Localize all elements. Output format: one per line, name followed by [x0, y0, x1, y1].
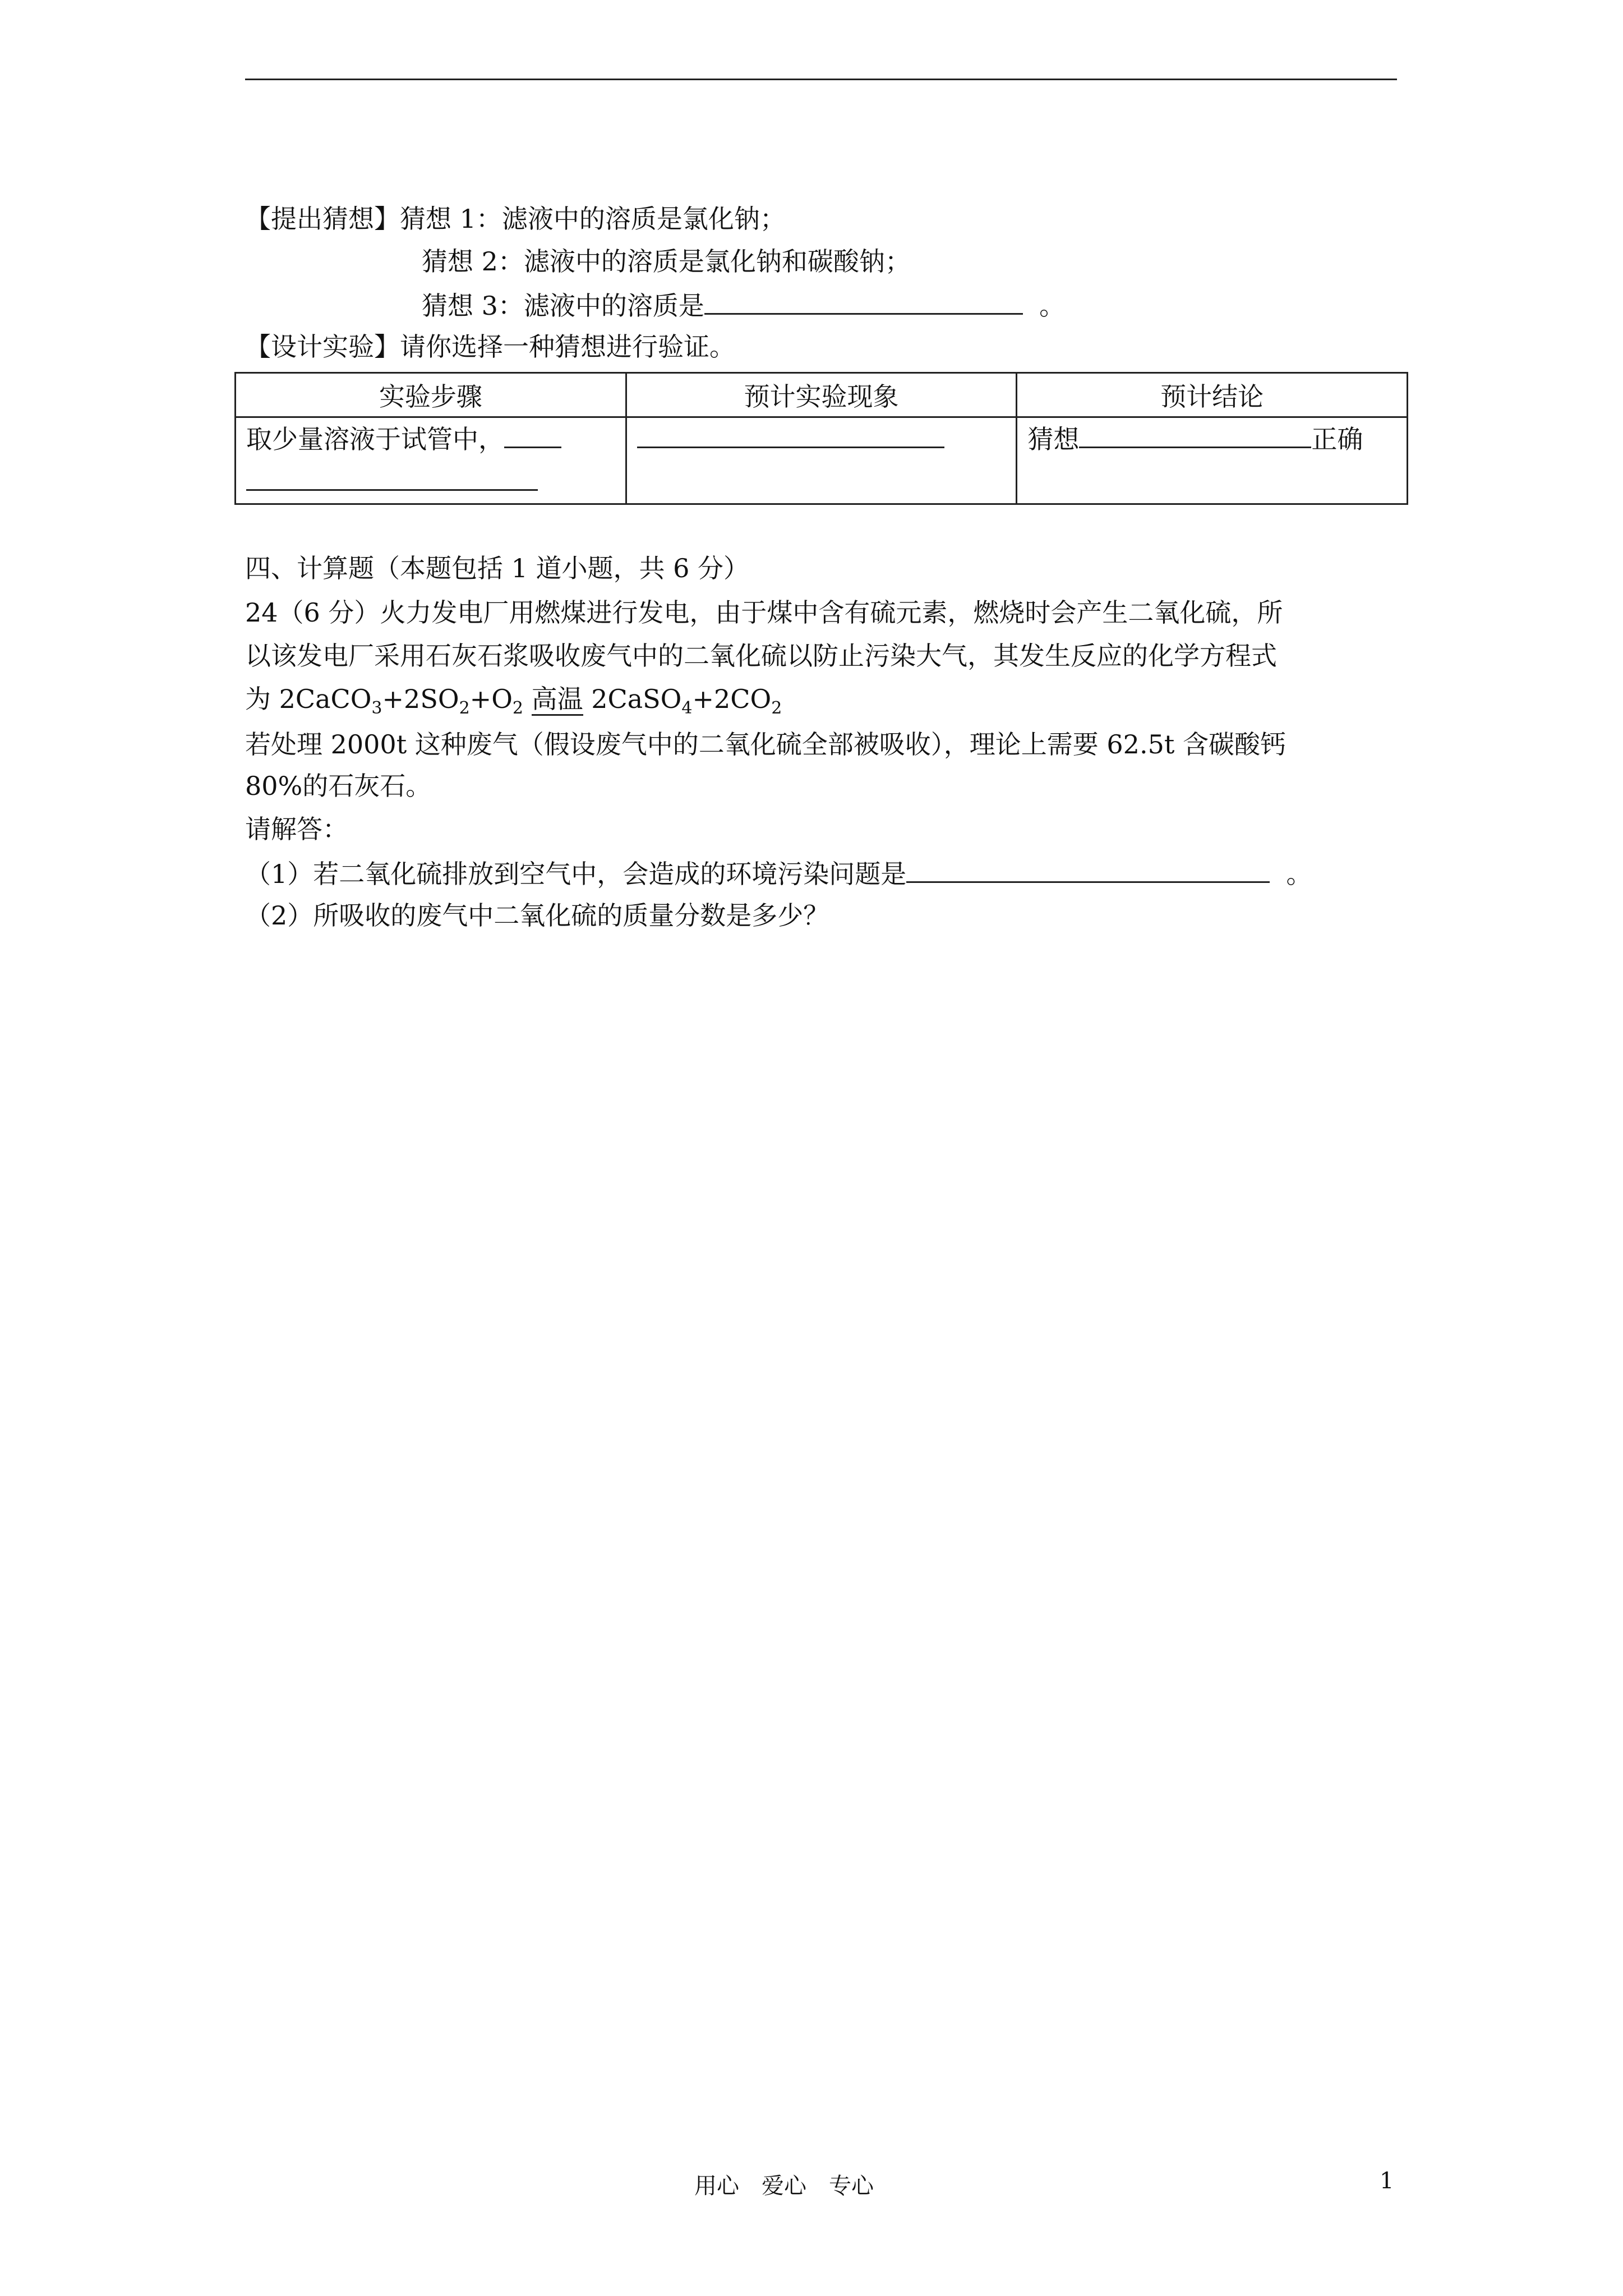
page-number: 1	[1380, 2168, 1394, 2194]
phenomena-cell	[626, 417, 1017, 504]
header-steps: 实验步骤	[236, 373, 626, 417]
conclusion-suffix: 正确	[1311, 424, 1363, 454]
phenomena-blank[interactable]	[637, 421, 944, 448]
table-header-row	[236, 373, 1408, 417]
hypothesis-3-prefix: 猜想 3：滤液中的溶质是	[422, 291, 704, 321]
header-conclusion: 预计结论	[1017, 373, 1408, 417]
section4-para-5: 80%的石灰石。	[245, 771, 432, 801]
section4-para-4: 若处理 2000t 这种废气（假设废气中的二氧化硫全部被吸收），理论上需要 62.5t 含碳酸钙	[245, 729, 1286, 760]
section4-para-1: 24（6 分）火力发电厂用燃煤进行发电，由于煤中含有硫元素，燃烧时会产生二氧化硫，所	[245, 597, 1283, 628]
section4-title: 四、计算题（本题包括 1 道小题，共 6 分）	[245, 553, 750, 583]
section4-para-2: 以该发电厂采用石灰石浆吸收废气中的二氧化硫以防止污染大气，其发生反应的化学方程式	[245, 641, 1277, 671]
experiment-table	[234, 372, 1408, 505]
conclusion-blank[interactable]	[1079, 421, 1311, 448]
header-rule	[245, 79, 1397, 80]
hypothesis-1: 猜想 1：滤液中的溶质是氯化钠；	[400, 204, 786, 234]
question-1-blank[interactable]	[906, 855, 1270, 883]
design-label: 【设计实验】	[245, 332, 400, 362]
design-line	[245, 330, 735, 364]
hypothesis-3-suffix: 。	[1039, 291, 1066, 321]
hypothesis-3-answer-blank[interactable]	[704, 287, 1023, 315]
design-text: 请你选择一种猜想进行验证。	[400, 332, 735, 362]
question-1	[245, 855, 1312, 891]
header-phenomena: 预计实验现象	[626, 373, 1017, 417]
table-row	[236, 417, 1408, 504]
step-blank-2[interactable]	[246, 463, 538, 491]
hypothesis-2: 猜想 2：滤液中的溶质是氯化钠和碳酸钠；	[422, 246, 911, 277]
footer-motto: 用心 爱心 专心	[694, 2173, 874, 2199]
step-prefix: 取少量溶液于试管中，	[246, 424, 504, 454]
equation-line	[245, 682, 782, 716]
reaction-condition: 高温	[532, 684, 583, 716]
question-1-suffix: 。	[1286, 859, 1312, 889]
question-1-text: （1）若二氧化硫排放到空气中，会造成的环境污染问题是	[245, 859, 907, 889]
para-3-prefix: 为	[245, 684, 271, 714]
steps-cell	[236, 417, 626, 504]
section4-para-6: 请解答：	[245, 814, 348, 844]
conclusion-prefix: 猜想	[1027, 424, 1080, 454]
question-2: （2）所吸收的废气中二氧化硫的质量分数是多少？	[245, 900, 829, 931]
conclusion-cell	[1017, 417, 1408, 504]
chemical-equation: $2CaCO_3+2SO_2+O_2$ 高温 $2CaSO_4+2CO_2$	[279, 684, 782, 718]
hypothesis-label: 【提出猜想】	[245, 204, 400, 234]
step-blank-1[interactable]	[504, 421, 561, 448]
hypothesis-line-3	[422, 287, 1065, 323]
hypothesis-line-1	[245, 202, 786, 236]
